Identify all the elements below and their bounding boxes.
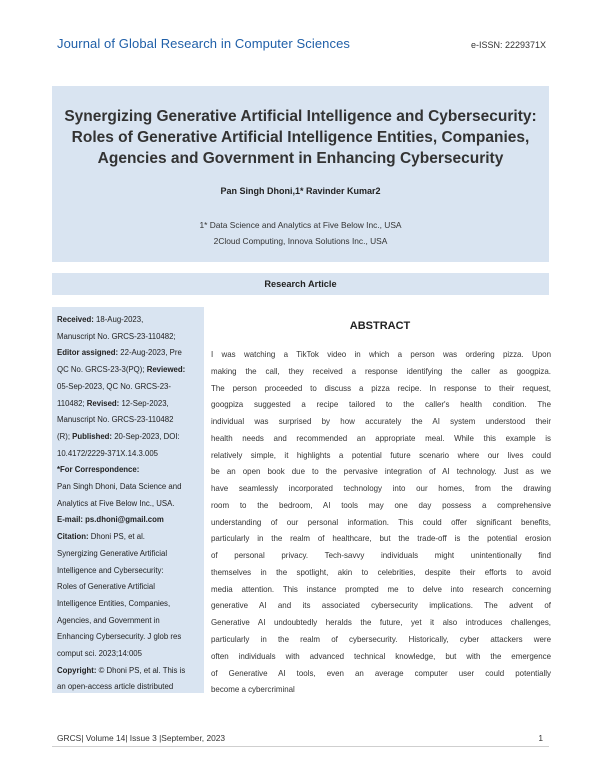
abstract-line: googpiza suggested a recipe tailored to the caller's health condition. The <box>211 400 551 410</box>
correspondence-line: Pan Singh Dhoni, Data Science and <box>57 482 182 492</box>
doi: 10.4172/2229-371X.14.3.005 <box>57 448 159 458</box>
paper-title <box>52 106 549 169</box>
citation-line: Roles of Generative Artificial <box>57 582 155 592</box>
copyright-line: an open-access article distributed <box>57 682 174 692</box>
email-link[interactable]: ps.dhoni@gmail.com <box>85 515 164 525</box>
title-line: Synergizing Generative Artificial Intelligence and Cybersecurity: <box>64 108 537 125</box>
abstract-body <box>211 347 551 699</box>
footer-issue: GRCS| Volume 14| Issue 3 |September, 2023 <box>57 733 226 743</box>
abstract-line: be an open book due to the pervasive integration of AI technology. Just as we <box>211 467 551 477</box>
abstract-line: Generative AI undoubtedly heralds the future, yet it also introduces challenges, <box>211 618 551 628</box>
manuscript-number: Manuscript No. GRCS-23-110482; <box>57 331 176 341</box>
abstract-line: have seamlessly incorporated technology into our homes, from the drawing <box>211 484 551 494</box>
title-box <box>52 86 549 262</box>
editor-label: Editor assigned: <box>57 348 119 358</box>
abstract-line: themselves in the spotlight, akin to celebrities, despite their efforts to avoid <box>211 567 551 577</box>
published-date: 20-Sep-2023, DOI: <box>114 431 180 441</box>
abstract-heading: ABSTRACT <box>349 320 411 332</box>
article-type: Research Article <box>264 279 337 289</box>
citation-label: Citation: <box>57 532 89 542</box>
affiliation-2: 2Cloud Computing, Innova Solutions Inc., USA <box>213 236 388 246</box>
preqc-number: QC No. GRCS-23-3(PQ); <box>57 365 145 375</box>
revision-suffix: (R); <box>57 431 70 441</box>
citation-line: Intelligence and Cybersecurity: <box>57 565 164 575</box>
manuscript-number-revised: Manuscript No. GRCS-23-110482 <box>57 415 174 425</box>
abstract-line: generative AI and its associated cybersecurity implications. The advent of <box>211 601 551 611</box>
abstract-line: relatively simple, it highlights a potential future scenario where our lives could <box>211 450 551 460</box>
revised-date: 12-Sep-2023, <box>121 398 169 408</box>
title-line: Roles of Generative Artificial Intelligence Entities, Companies, <box>71 129 530 146</box>
abstract-line: particularly in the realm of cybersecurity. Historically, cyber attackers were <box>211 635 551 645</box>
citation-line: comput sci. 2023;14:005 <box>57 649 142 659</box>
abstract-line: making the call, they received a response identifying the caller as googpiza. <box>211 366 551 376</box>
revised-label: Revised: <box>86 398 120 408</box>
abstract-line: I was watching a TikTok video in which a person was ordering pizza. Upon <box>211 350 551 359</box>
editor-date: 22-Aug-2023, Pre <box>120 348 182 358</box>
received-label: Received: <box>57 315 94 324</box>
abstract-line: understanding of our personal information. This could offer significant benefits, <box>211 517 551 527</box>
affiliation-1: 1* Data Science and Analytics at Five Below Inc., USA <box>199 220 402 230</box>
copyright-line: © Dhoni PS, et al. This is <box>98 665 186 675</box>
issn: e-ISSN: 2229371X <box>470 40 546 50</box>
abstract-line: individual was surprised by how accurately the AI system understood their <box>211 417 551 427</box>
correspondence-label: *For Correspondence: <box>57 465 140 475</box>
citation-line: Synergizing Generative Artificial <box>57 548 168 558</box>
published-label: Published: <box>72 431 113 441</box>
abstract-line: media attention. This instance prompted me to delve into research concerning <box>211 584 551 594</box>
abstract-line: of personal privacy. Tech-savvy individuals might unintentionally find <box>211 551 551 561</box>
abstract-line: room to the bedroom, AI tools may one day possess a comprehensive <box>211 500 551 510</box>
abstract-line: health needs and recommended an appropriate meal. While this example is <box>211 433 551 443</box>
citation-line: Enhancing Cybersecurity. J glob res <box>57 632 182 642</box>
abstract-line: become a cybercriminal <box>211 685 295 695</box>
page-number: 1 <box>538 733 543 743</box>
abstract-line: The person proceeded to discuss a pizza recipe. In response to their request, <box>211 383 551 393</box>
journal-name: Journal of Global Research in Computer Sciences <box>57 36 351 51</box>
article-info-sidebar <box>52 307 204 693</box>
footer-divider <box>52 746 549 747</box>
email-label: E-mail: <box>57 515 83 525</box>
reviewed-date: 05-Sep-2023, QC No. GRCS-23- <box>57 381 171 391</box>
copyright-label: Copyright: <box>57 665 97 675</box>
citation-line: Agencies, and Government in <box>57 615 160 625</box>
correspondence-line: Analytics at Five Below Inc., USA. <box>57 498 175 508</box>
title-line: Agencies and Government in Enhancing Cybersecurity <box>97 150 504 167</box>
abstract-line: often individuals with advanced technical knowledge, but with the emergence <box>211 651 551 661</box>
citation-line: Dhoni PS, et al. <box>90 532 145 542</box>
article-type-bar <box>52 273 549 295</box>
reviewed-label: Reviewed: <box>146 365 186 375</box>
received-date: 18-Aug-2023, <box>96 315 144 324</box>
qc-number-end: 110482; <box>57 398 85 408</box>
abstract-line: of Generative AI tools, even an average computer user could potentially <box>211 668 551 678</box>
citation-line: Intelligence Entities, Companies, <box>57 598 171 608</box>
abstract-line: particularly in the realm of healthcare, but the trade-off is the potential erosion <box>211 534 551 544</box>
authors: Pan Singh Dhoni,1* Ravinder Kumar2 <box>220 186 381 196</box>
